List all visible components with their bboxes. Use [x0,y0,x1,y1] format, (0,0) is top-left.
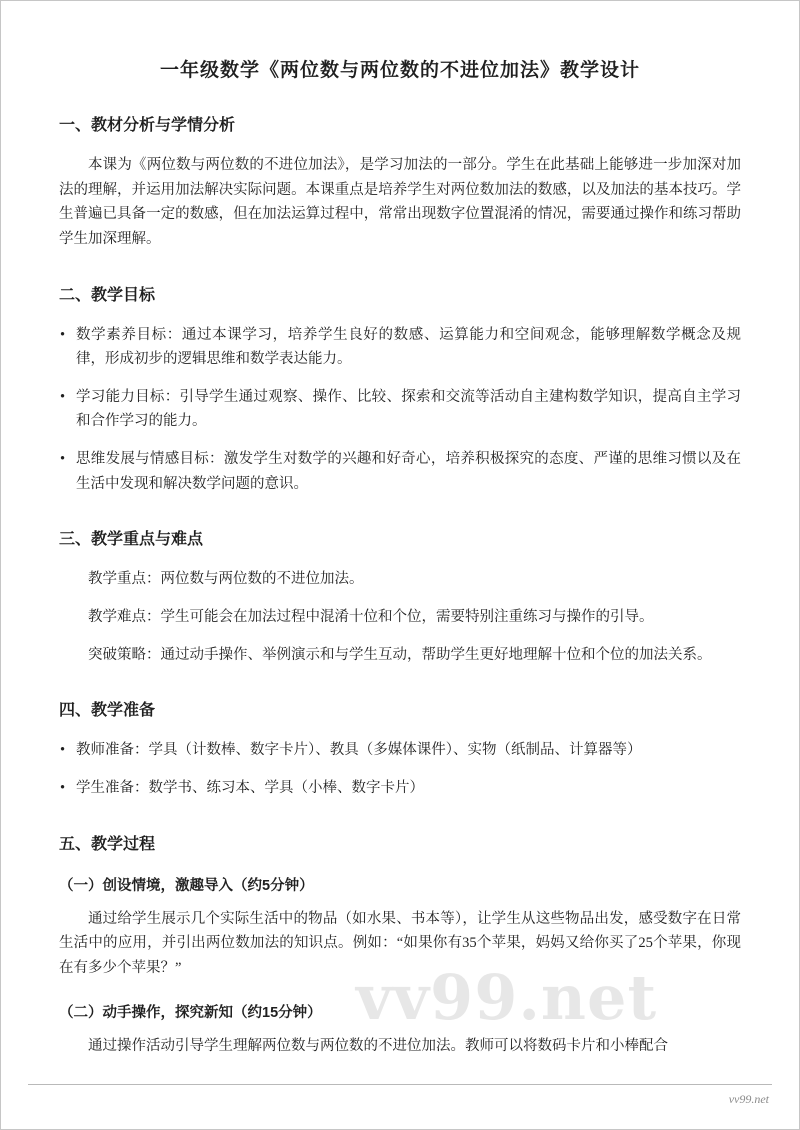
paragraph: 通过给学生展示几个实际生活中的物品（如水果、书本等），让学生从这些物品出发，感受数字在日常生活中的应用，并引出两位数加法的知识点。例如：“如果你有35个苹果，妈妈又给你买了25个苹果，你现在有多少个苹果？” [59,910,741,976]
bullet-item: • 教师准备：学具（计数棒、数字卡片）、教具（多媒体课件）、实物（纸制品、计算器等） [59,738,741,763]
document-content [59,55,741,1058]
section-key-difficult-points [59,526,741,667]
section-heading: 五、教学过程 [59,835,156,853]
preparation-list [59,738,741,800]
bullet-item: • 学习能力目标：引导学生通过观察、操作、比较、探索和交流等活动自主建构数学知识，提高自主学习和合作学习的能力。 [59,385,741,434]
subsection-heading: （二）动手操作，探究新知（约15分钟） [59,1004,322,1021]
section-material-analysis [59,112,741,252]
goal-list [59,323,741,497]
section-heading: 二、教学目标 [59,286,156,304]
watermark: vv99.net [356,961,658,1034]
footer-site-label: vv99.net [728,1092,769,1106]
document-title: 一年级数学《两位数与两位数的不进位加法》教学设计 [159,60,640,81]
section-heading: 三、教学重点与难点 [59,531,204,549]
paragraph: 本课为《两位数与两位数的不进位加法》，是学习加法的一部分。学生在此基础上能够进一步加深对加法的理解，并运用加法解决实际问题。本课重点是培养学生对两位数加法的数感，以及加法的基本技巧。学生普遍已具备一定的数感，但在加法运算过程中，常常出现数字位置混淆的情况，需要通过操作和练习帮助学生加深理解。 [59,157,741,247]
subsection-heading: （一）创设情境，激趣导入（约5分钟） [59,877,314,894]
paragraph: 突破策略：通过动手操作、举例演示和与学生互动，帮助学生更好地理解十位和个位的加法关系。 [88,646,712,663]
bullet-item: • 学生准备：数学书、练习本、学具（小棒、数字卡片） [59,776,741,801]
section-heading: 一、教材分析与学情分析 [59,117,236,134]
bullet-item: • 数学素养目标：通过本课学习，培养学生良好的数感、运算能力和空间观念，能够理解数学概念及规律，形成初步的逻辑思维和数学表达能力。 [59,323,741,372]
section-preparation [59,697,741,800]
section-heading: 四、教学准备 [59,702,156,720]
paragraph: 教学难点：学生可能会在加法过程中混淆十位和个位，需要特别注重练习与操作的引导。 [88,609,654,626]
section-teaching-process [59,831,741,1059]
paragraph: 教学重点：两位数与两位数的不进位加法。 [88,571,364,588]
bullet-item: • 思维发展与情感目标：激发学生对数学的兴趣和好奇心，培养积极探究的态度、严谨的思维习惯以及在生活中发现和解决数学问题的意识。 [59,447,741,496]
paragraph: 通过操作活动引导学生理解两位数与两位数的不进位加法。教师可以将数码卡片和小棒配合 [88,1037,668,1054]
footer-divider [28,1084,772,1085]
section-teaching-goals [59,282,741,497]
